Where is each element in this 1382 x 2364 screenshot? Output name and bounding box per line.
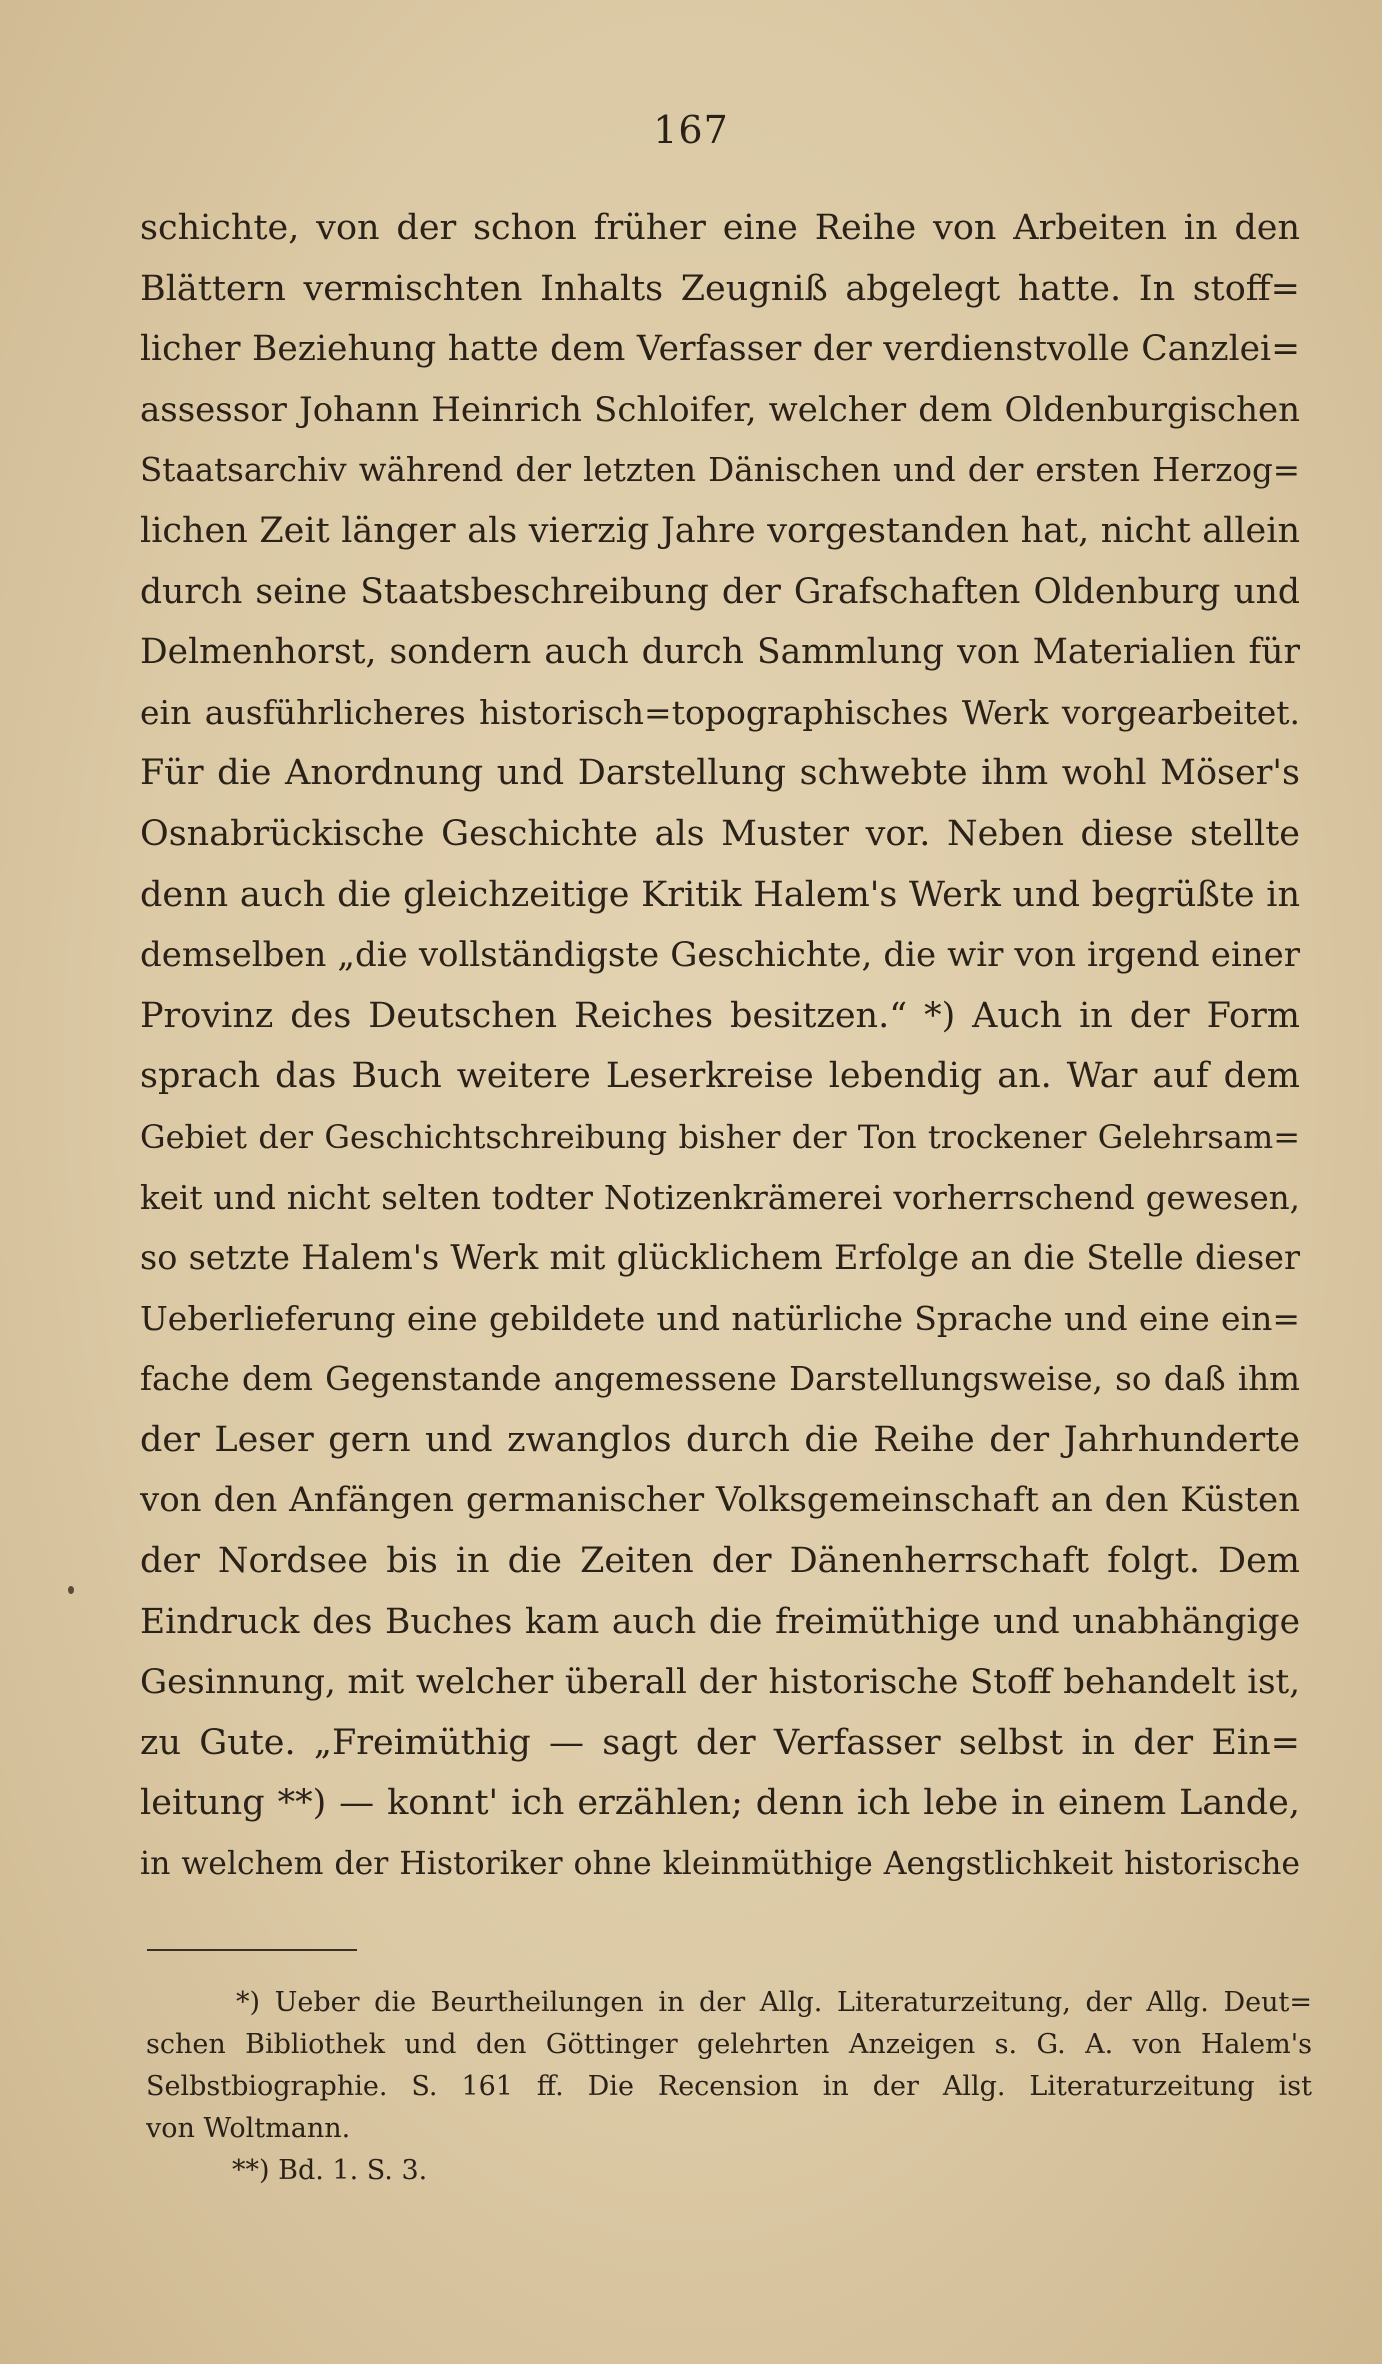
text-line: keit und nicht selten todter Notizenkrämerei vorherrschend gewesen, [140,1178,1300,1217]
text-line: Provinz des Deutschen Reiches besitzen.“ *) Auch in der Form [140,995,1300,1036]
text-line: leitung **) — konnt' ich erzählen; denn ich lebe in einem Lande, [140,1783,1300,1824]
text-line: zu Gute. „Freimüthig — sagt der Verfasser selbst in der Ein= [140,1722,1300,1763]
text-line: Gebiet der Geschichtschreibung bisher der Ton trockener Gelehrsam= [140,1117,1300,1156]
text-line: Gesinnung, mit welcher überall der historische Stoff behandelt ist, [140,1662,1300,1703]
footnote-line: Selbstbiographie. S. 161 ff. Die Recension in der Allg. Literaturzeitung ist [146,2071,1312,2102]
text-line: von den Anfängen germanischer Volksgemeinschaft an den Küsten [140,1480,1300,1521]
text-line: Osnabrückische Geschichte als Muster vor. Neben diese stellte [140,813,1300,854]
text-line: Delmenhorst, sondern auch durch Sammlung von Materialien für [140,632,1300,673]
text-line: lichen Zeit länger als vierzig Jahre vorgestanden hat, nicht allein [140,510,1300,551]
text-line: durch seine Staatsbeschreibung der Grafschaften Oldenburg und [140,571,1300,612]
text-line: ein ausführlicheres historisch=topographisches Werk vorgearbeitet. [140,692,1300,732]
footnote-line: schen Bibliothek und den Göttinger gelehrten Anzeigen s. G. A. von Halem's [146,2029,1312,2060]
page-number: 167 [653,108,729,152]
text-line: Eindruck des Buches kam auch die freimüthige und unabhängige [140,1601,1300,1642]
text-line: so setzte Halem's Werk mit glücklichem Erfolge an die Stelle dieser [140,1238,1300,1278]
text-line: demselben „die vollständigste Geschichte, die wir von irgend einer [140,935,1300,976]
text-line: schichte, von der schon früher eine Reihe von Arbeiten in den [140,208,1300,248]
body-text [140,198,1300,1895]
text-line: Für die Anordnung und Darstellung schwebte ihm wohl Möser's [140,753,1300,794]
footnote-line: **) Bd. 1. S. 3. [232,2155,428,2186]
text-line: Blättern vermischten Inhalts Zeugniß abgelegt hatte. In stoff= [140,268,1300,309]
paper-speck [68,1586,74,1594]
footnote-line: von Woltmann. [146,2113,351,2144]
text-line: der Nordsee bis in die Zeiten der Dänenherrschaft folgt. Dem [140,1541,1300,1582]
text-line: denn auch die gleichzeitige Kritik Halem's Werk und begrüßte in [140,874,1300,915]
text-line: fache dem Gegenstande angemessene Darstellungsweise, so daß ihm [140,1360,1300,1399]
text-line: licher Beziehung hatte dem Verfasser der verdienstvolle Canzlei= [140,329,1300,370]
text-line: in welchem der Historiker ohne kleinmüthige Aengstlichkeit historische [140,1846,1300,1883]
text-line: Staatsarchiv während der letzten Dänischen und der ersten Herzog= [140,451,1300,490]
footnote-divider [147,1949,357,1951]
text-line: assessor Johann Heinrich Schloifer, welcher dem Oldenburgischen [140,389,1300,430]
text-line: sprach das Buch weitere Leserkreise lebendig an. War auf dem [140,1056,1300,1097]
text-line: Ueberlieferung eine gebildete und natürliche Sprache und eine ein= [140,1298,1300,1338]
footnotes [146,1982,1312,2192]
text-line: der Leser gern und zwanglos durch die Reihe der Jahrhunderte [140,1419,1300,1460]
footnote-line: *) Ueber die Beurtheilungen in der Allg. Literaturzeitung, der Allg. Deut= [236,1987,1312,2018]
